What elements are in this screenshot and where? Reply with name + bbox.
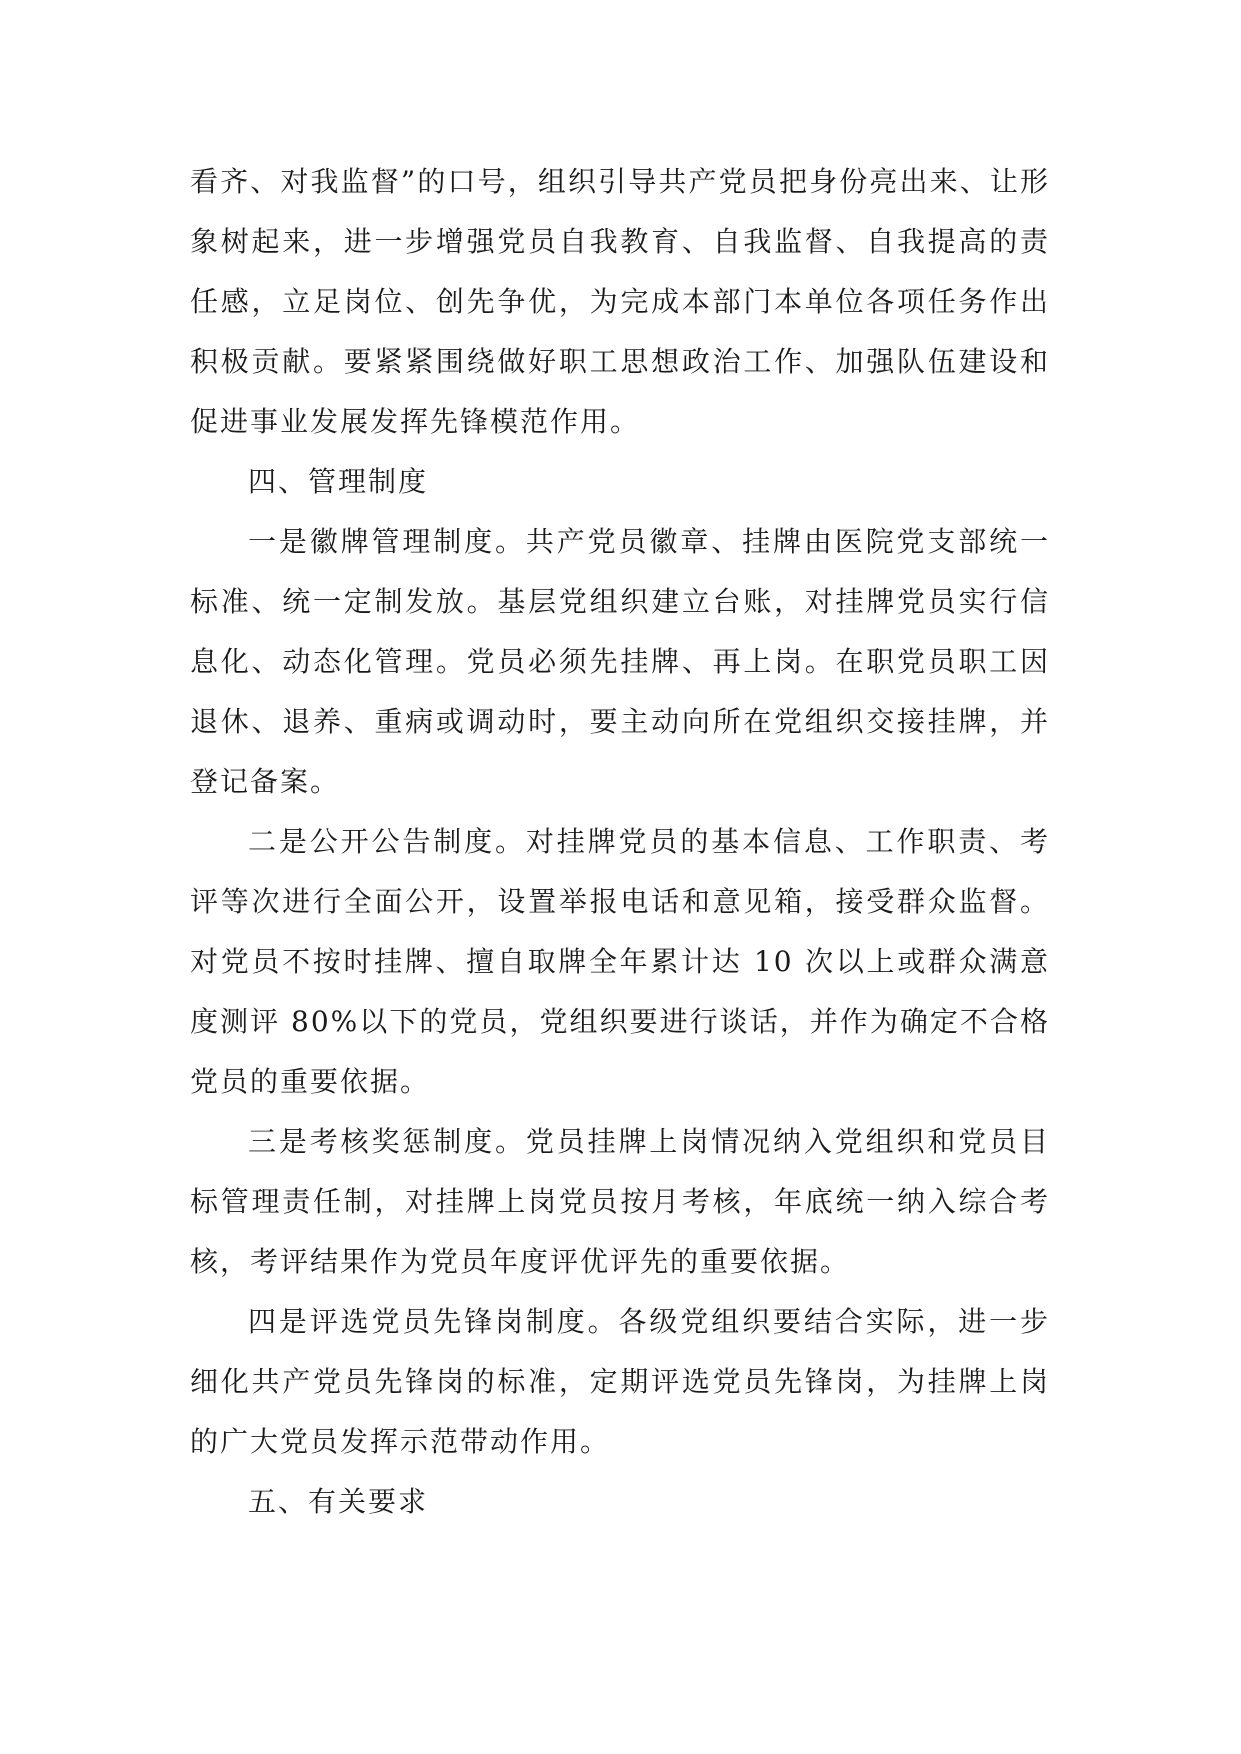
paragraph-badge-management: 一是徽牌管理制度。共产党员徽章、挂牌由医院党支部统一标准、统一定制发放。基层党组织建立台账，对挂牌党员实行信息化、动态化管理。党员必须先挂牌、再上岗。在职党员职工因退休、退养、重病或调动时，要主动向所在党组织交接挂牌，并登记备案。 [190,525,1050,798]
section-heading-management-system: 四、管理制度 [248,465,429,498]
paragraph-continuation: 看齐、对我监督”的口号，组织引导共产党员把身份亮出来、让形象树起来，进一步增强党员自我教育、自我监督、自我提高的责任感，立足岗位、创先争优，为完成本部门本单位各项任务作出积极贡献。要紧紧围绕做好职工思想政治工作、加强队伍建设和促进事业发展发挥先锋模范作用。 [190,165,1050,438]
paragraph-pioneer-post-selection: 四是评选党员先锋岗制度。各级党组织要结合实际，进一步细化共产党员先锋岗的标准，定期评选党员先锋岗，为挂牌上岗的广大党员发挥示范带动作用。 [190,1305,1050,1458]
paragraph-public-announcement: 二是公开公告制度。对挂牌党员的基本信息、工作职责、考评等次进行全面公开，设置举报电话和意见箱，接受群众监督。对党员不按时挂牌、擅自取牌全年累计达 10 次以上或群众满意度测评 80%以下的党员，党组织要进行谈话，并作为确定不合格党员的重要依据。 [190,825,1050,1098]
section-heading-requirements: 五、有关要求 [248,1485,429,1518]
document-body [190,152,1050,1532]
paragraph-assessment-rewards: 三是考核奖惩制度。党员挂牌上岗情况纳入党组织和党员目标管理责任制，对挂牌上岗党员按月考核，年底统一纳入综合考核，考评结果作为党员年度评优评先的重要依据。 [190,1125,1050,1278]
